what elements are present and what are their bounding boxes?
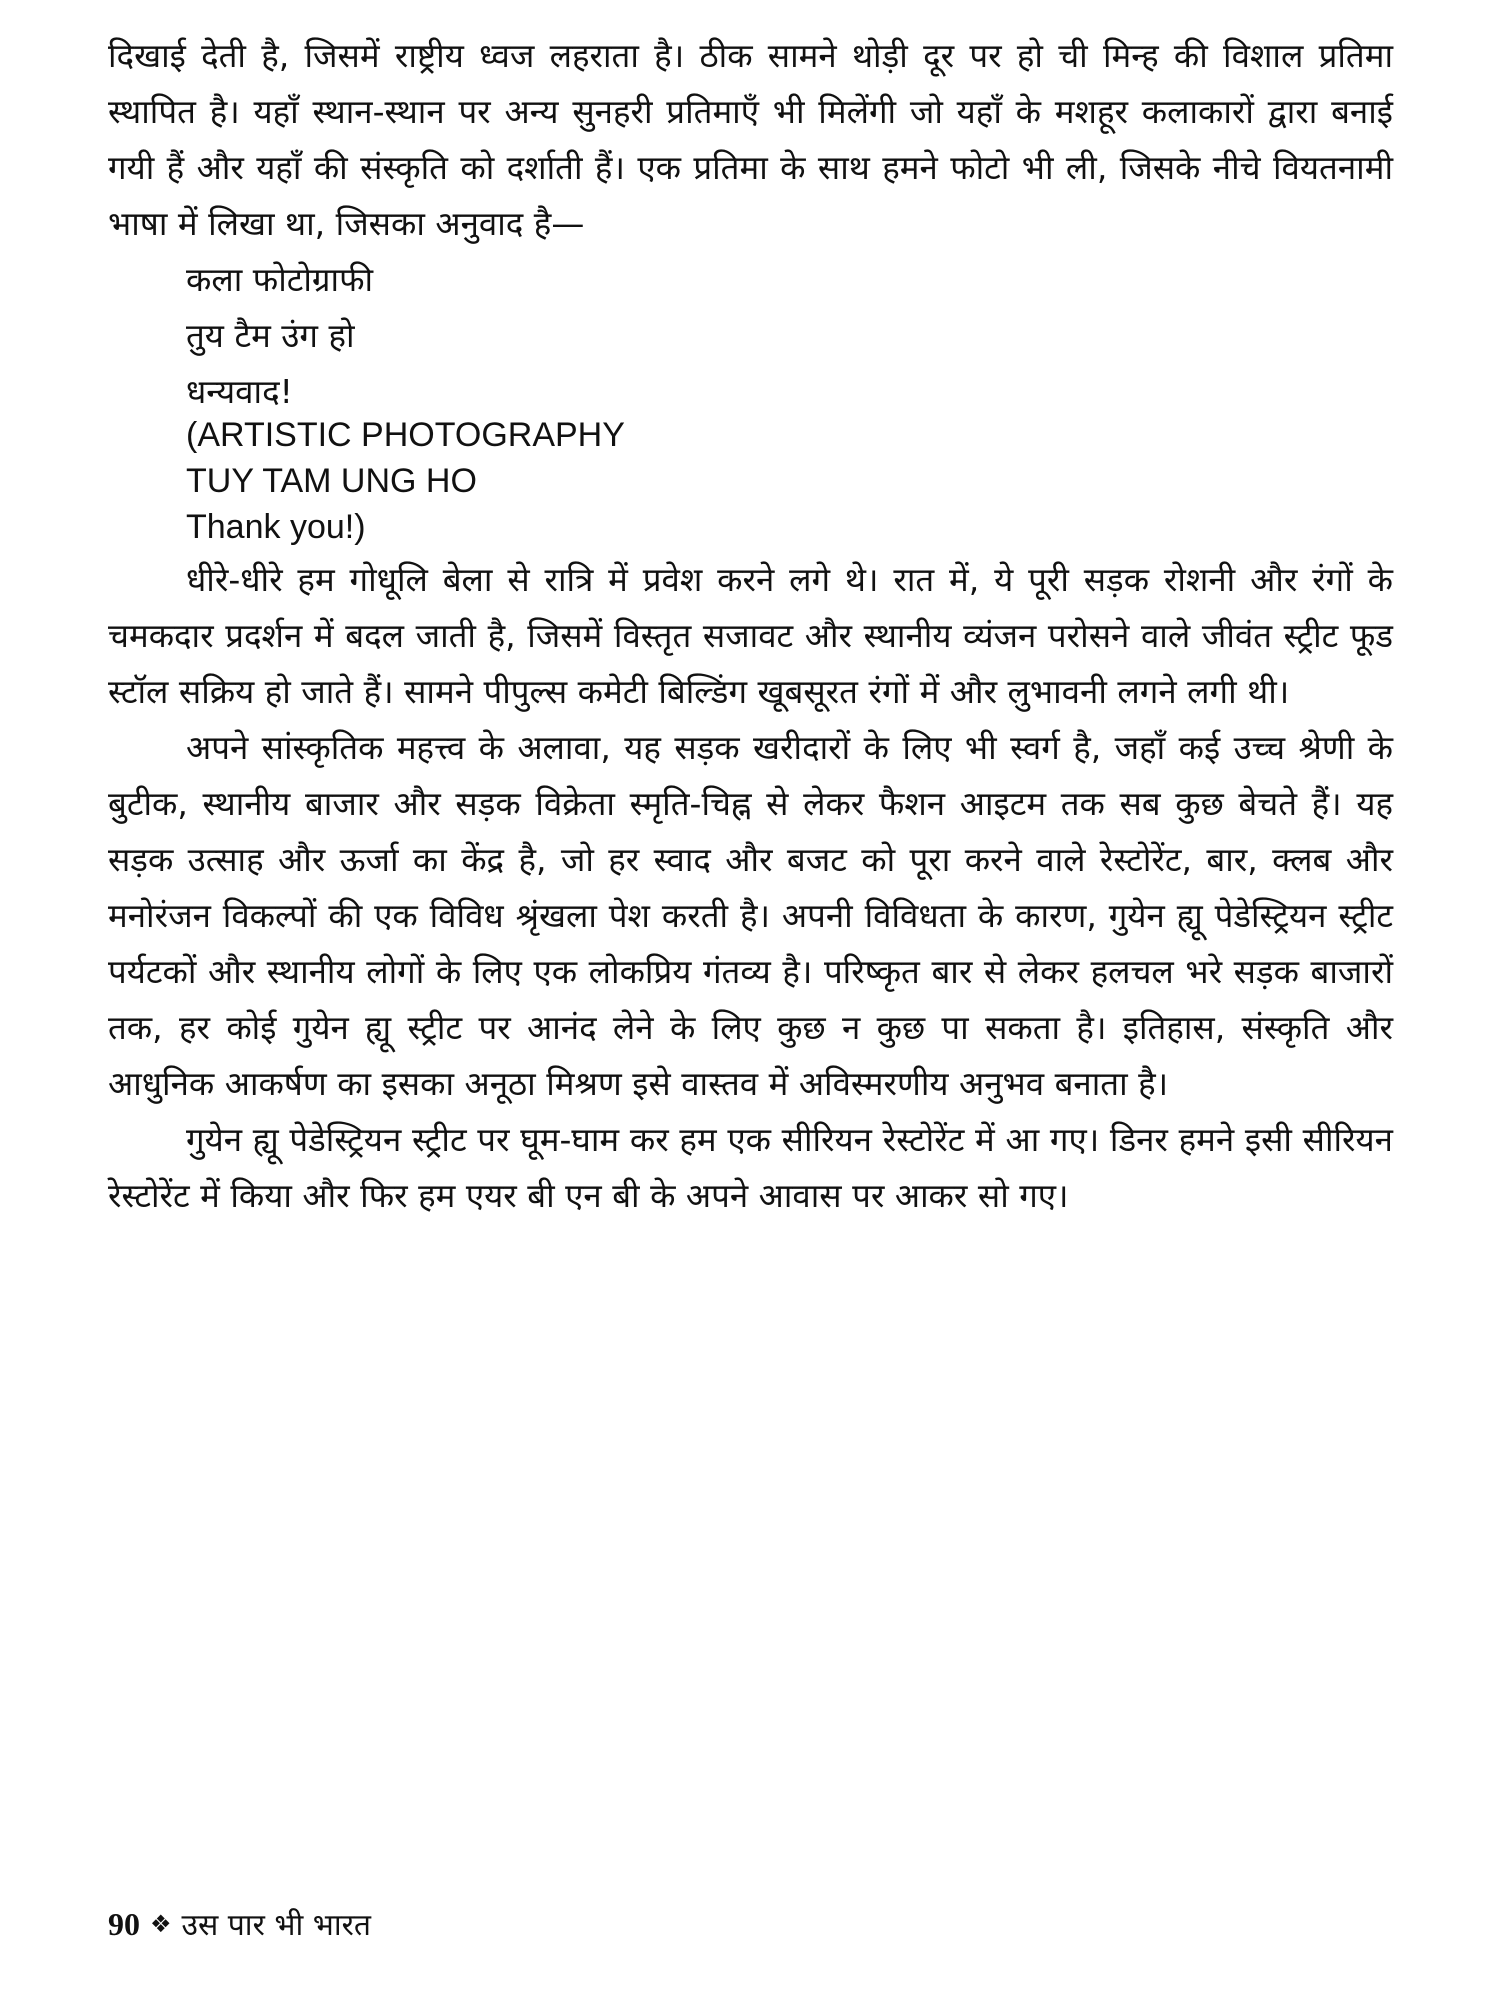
- caption-line: TUY TAM UNG HO: [186, 462, 477, 500]
- photo-caption-hindi: [108, 252, 1393, 420]
- caption-line: तुय टैम उंग हो: [186, 316, 355, 355]
- caption-line: कला फोटोग्राफी: [186, 260, 374, 299]
- photo-caption-english: [108, 412, 1393, 550]
- diamond-ornament-icon: ❖: [150, 1910, 172, 1938]
- paragraph-continued: दिखाई देती है, जिसमें राष्ट्रीय ध्वज लहराता है। ठीक सामने थोड़ी दूर पर हो ची मिन्ह की विशाल प्रतिमा स्थापित है। यहाँ स्थान-स्थान पर अन्य सुनहरी प्रतिमाएँ भी मिलेंगी जो यहाँ के मशहूर कलाकारों द्वारा बनाई गयी हैं और यहाँ की संस्कृति को दर्शाती हैं। एक प्रतिमा के साथ हमने फोटो भी ली, जिसके नीचे वियतनामी भाषा में लिखा था, जिसका अनुवाद है—: [108, 36, 1393, 243]
- paragraph: धीरे-धीरे हम गोधूलि बेला से रात्रि में प्रवेश करने लगे थे। रात में, ये पूरी सड़क रोशनी और रंगों के चमकदार प्रदर्शन में बदल जाती है, जिसमें विस्तृत सजावट और स्थानीय व्यंजन परोसने वाले जीवंत स्ट्रीट फूड स्टॉल सक्रिय हो जाते हैं। सामने पीपुल्स कमेटी बिल्डिंग खूबसूरत रंगों में और लुभावनी लगने लगी थी।: [108, 560, 1393, 711]
- paragraph: गुयेन ह्यू पेडेस्ट्रियन स्ट्रीट पर घूम-घाम कर हम एक सीरियन रेस्टोरेंट में आ गए। डिनर हमने इसी सीरियन रेस्टोरेंट में किया और फिर हम एयर बी एन बी के अपने आवास पर आकर सो गए।: [108, 1120, 1393, 1215]
- caption-line: (ARTISTIC PHOTOGRAPHY: [186, 416, 625, 454]
- caption-line: Thank you!): [186, 508, 366, 546]
- caption-line: धन्यवाद!: [186, 372, 293, 411]
- book-title: उस पार भी भारत: [181, 1908, 372, 1943]
- page-body: [108, 28, 1393, 1224]
- page-footer: [108, 1904, 371, 1947]
- paragraph: अपने सांस्कृतिक महत्त्व के अलावा, यह सड़क खरीदारों के लिए भी स्वर्ग है, जहाँ कई उच्च श्रेणी के बुटीक, स्थानीय बाजार और सड़क विक्रेता स्मृति-चिह्न से लेकर फैशन आइटम तक सब कुछ बेचते हैं। यह सड़क उत्साह और ऊर्जा का केंद्र है, जो हर स्वाद और बजट को पूरा करने वाले रेस्टोरेंट, बार, क्लब और मनोरंजन विकल्पों की एक विविध श्रृंखला पेश करती है। अपनी विविधता के कारण, गुयेन ह्यू पेडेस्ट्रियन स्ट्रीट पर्यटकों और स्थानीय लोगों के लिए एक लोकप्रिय गंतव्य है। परिष्कृत बार से लेकर हलचल भरे सड़क बाजारों तक, हर कोई गुयेन ह्यू स्ट्रीट पर आनंद लेने के लिए कुछ न कुछ पा सकता है। इतिहास, संस्कृति और आधुनिक आकर्षण का इसका अनूठा मिश्रण इसे वास्तव में अविस्मरणीय अनुभव बनाता है।: [108, 728, 1393, 1103]
- page-number: 90: [108, 1906, 140, 1942]
